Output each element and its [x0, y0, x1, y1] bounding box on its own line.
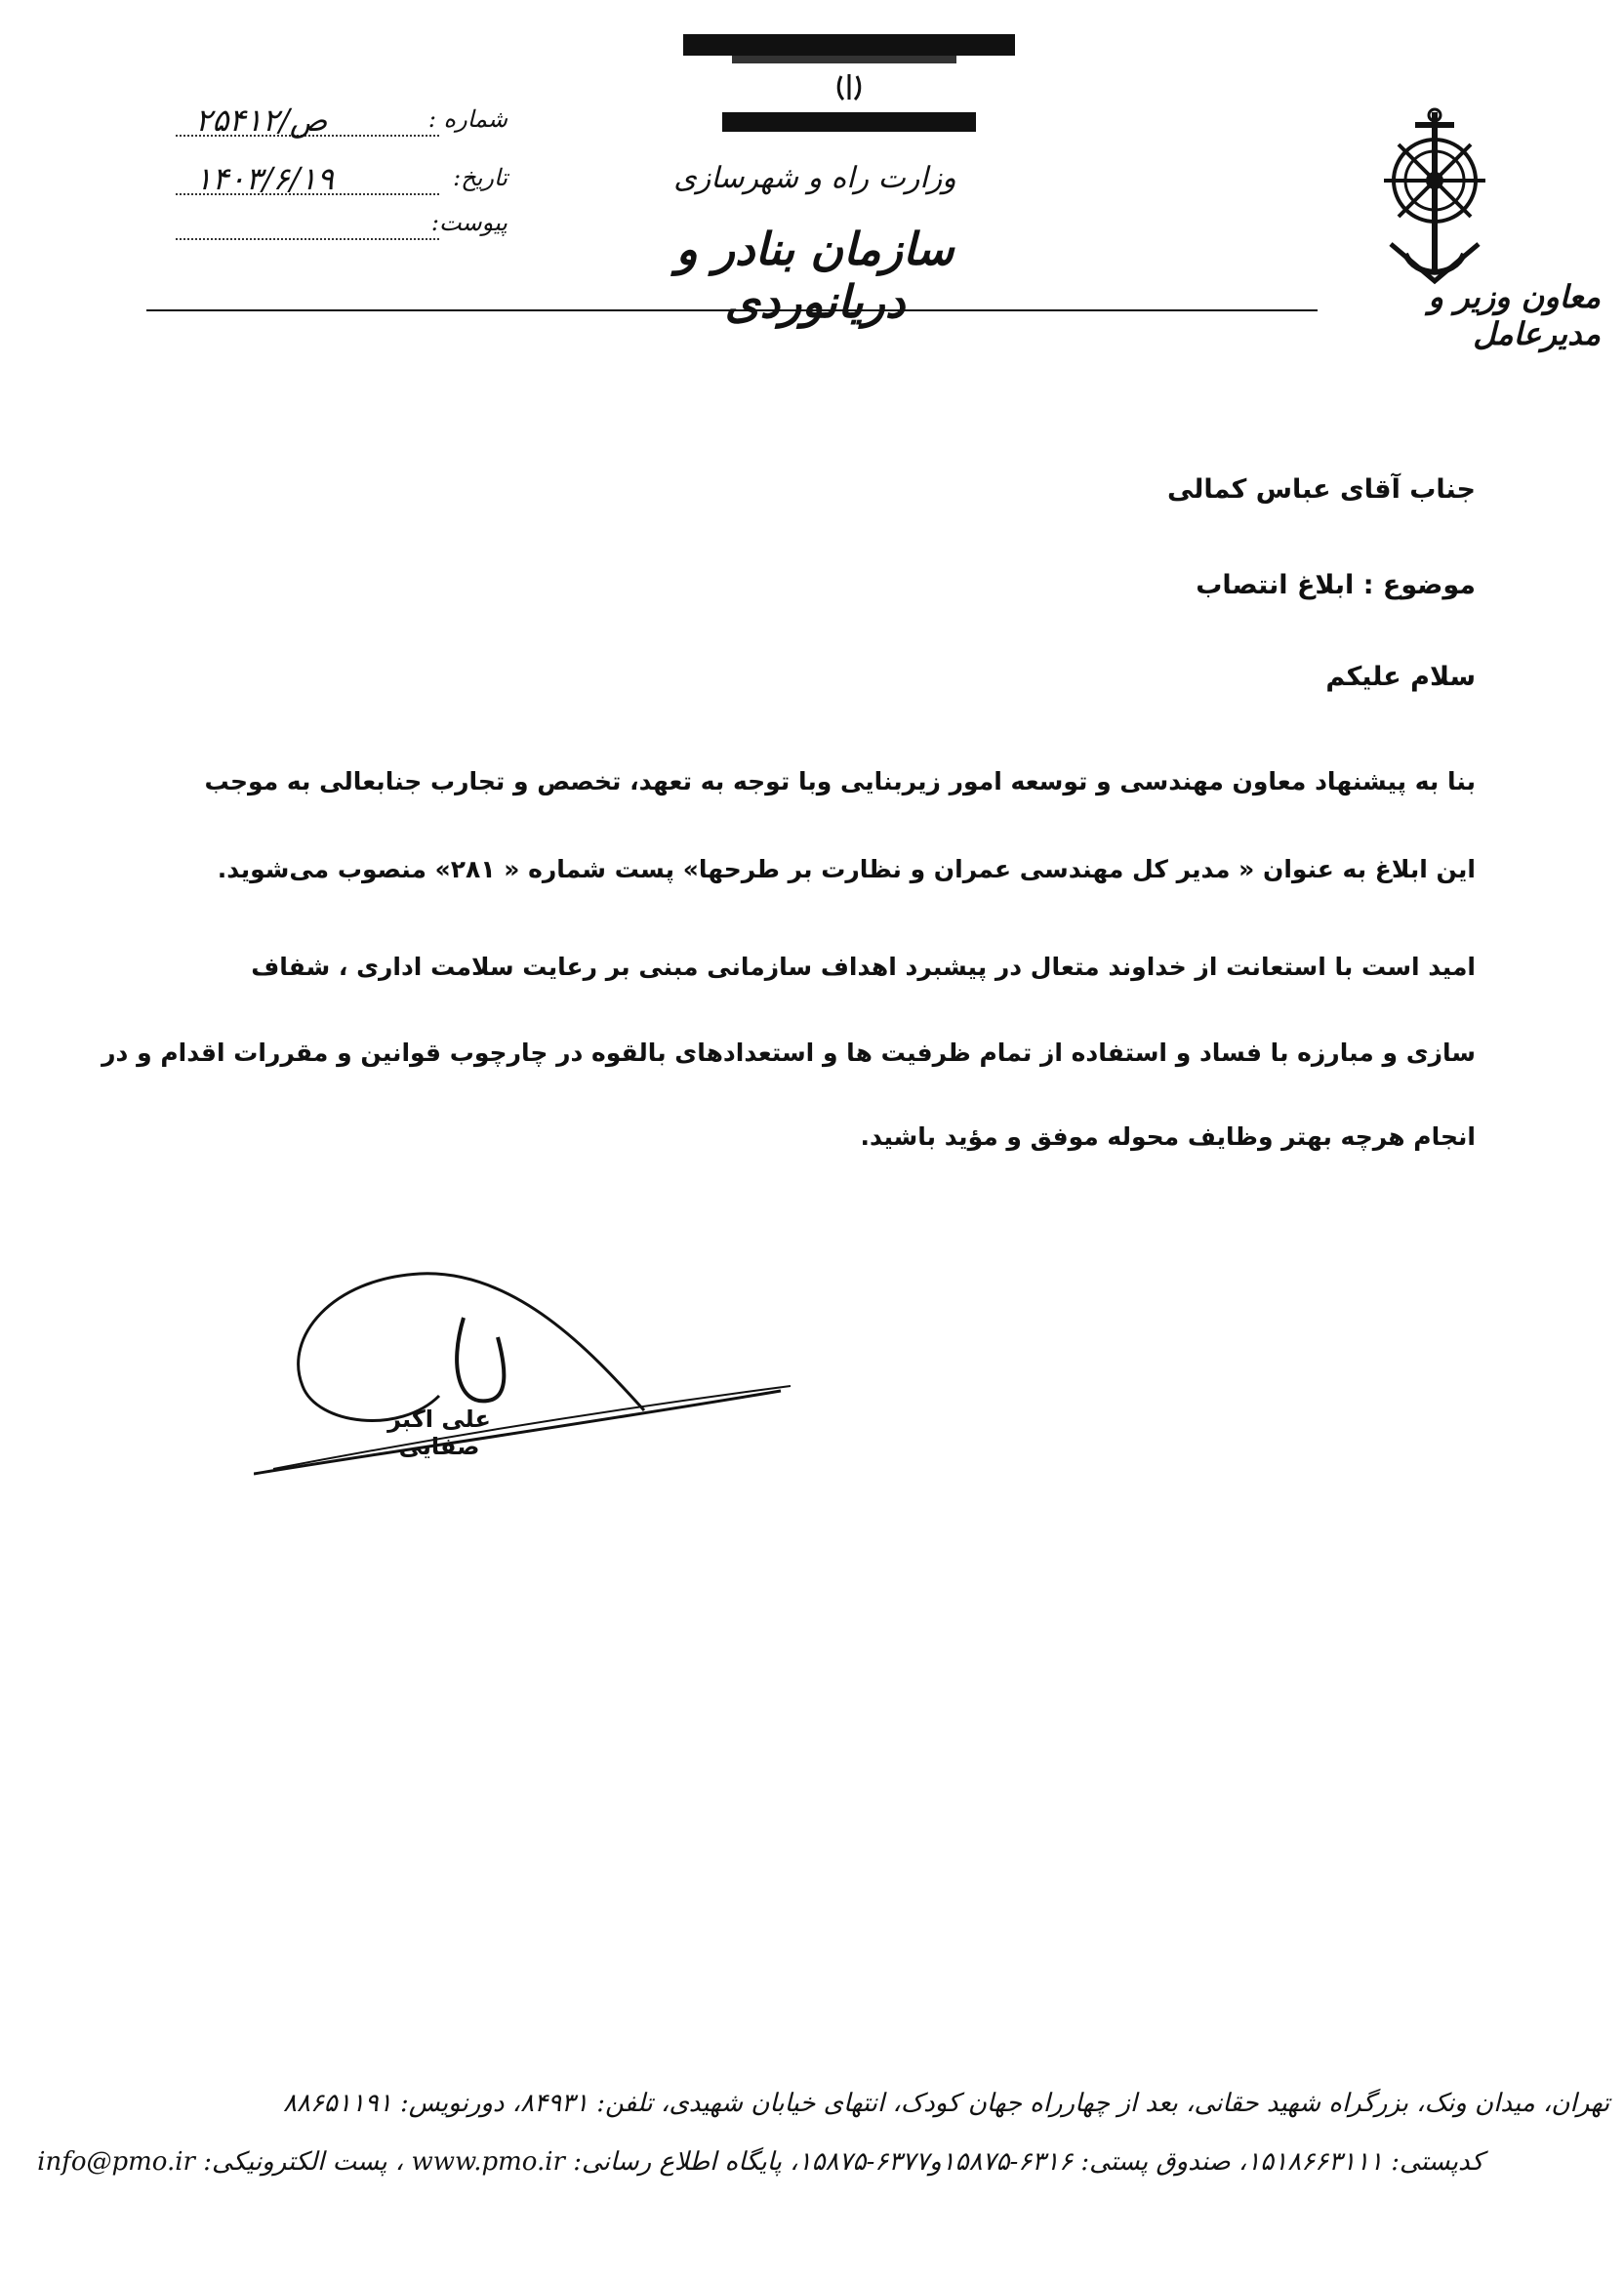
header-divider — [146, 309, 1318, 311]
redaction-bars — [673, 34, 1025, 142]
paragraph-1-line-2: این ابلاغ به عنوان « مدیر کل مهندسی عمران و نظارت بر طرحها» پست شماره « ۲۸۱» منصوب می‌شوید. — [217, 855, 1476, 883]
footer-contact: کدپستی: ۱۵۱۸۶۶۳۱۱۱، صندوق پستی: ۶۳۱۶-۱۵۸۷۵و۶۳۷۷-۱۵۸۷۵، پایگاه اطلاع رسانی: www.pmo.ir ، پست الکترونیکی: info@pmo.ir — [37, 2147, 1483, 2177]
deputy-title: معاون وزیر و مدیرعامل — [1428, 278, 1601, 352]
letter-number-row — [176, 102, 508, 144]
date-label: تاریخ: — [453, 164, 508, 191]
emblem-area — [673, 34, 1025, 142]
date-value: ۱۴۰۳/۶/۱۹ — [195, 160, 334, 197]
letter-date-row — [176, 160, 508, 203]
organization-name: سازمان بنادر و دریانوردی — [675, 223, 954, 328]
logo — [1366, 107, 1513, 293]
number-label: شماره : — [427, 105, 508, 133]
handwritten-signature-icon — [254, 1259, 800, 1503]
ministry-name: وزارت راه و شهرسازی — [673, 161, 956, 195]
anchor-wheel-logo-icon — [1366, 107, 1513, 293]
subject: موضوع : ابلاغ انتصاب — [1196, 570, 1476, 600]
attachment-row — [176, 209, 508, 248]
paragraph-2-line-3: انجام هرچه بهتر وظایف محوله موفق و مؤید باشید. — [860, 1122, 1476, 1151]
signer-name: علی اکبر صفایی — [387, 1406, 491, 1460]
number-value: ۲۵۴۱۲/ص — [195, 102, 328, 139]
footer-address: تهران، میدان ونک، بزرگراه شهید حقانی، بعد از چهارراه جهان کودک، انتهای خیابان شهیدی، تلفن: ۸۴۹۳۱، دورنویس: ۸۸۶۵۱۱۹۱ — [283, 2089, 1610, 2118]
paragraph-2-line-1: امید است با استعانت از خداوند متعال در پیشبرد اهداف سازمانی مبنی بر رعایت سلامت اداری ، شفاف — [251, 953, 1476, 981]
paragraph-1-line-1: بنا به پیشنهاد معاون مهندسی و توسعه امور زیربنایی وبا توجه به تعهد، تخصص و تجارب جنابعالی به موجب — [204, 767, 1476, 795]
redaction-bar-top — [683, 34, 1015, 56]
greeting: سلام علیکم — [1325, 662, 1476, 692]
recipient: جناب آقای عباس کمالی — [1166, 474, 1476, 505]
paragraph-2-line-2: سازی و مبارزه با فساد و استفاده از تمام ظرفیت ها و استعدادهای بالقوه در چارچوب قوانین و مقررات اقدام و در — [102, 1039, 1476, 1067]
attachment-label: پیوست: — [430, 209, 508, 236]
redaction-bar-bottom — [722, 112, 976, 132]
signature — [254, 1259, 800, 1503]
iran-emblem-icon — [838, 74, 860, 100]
